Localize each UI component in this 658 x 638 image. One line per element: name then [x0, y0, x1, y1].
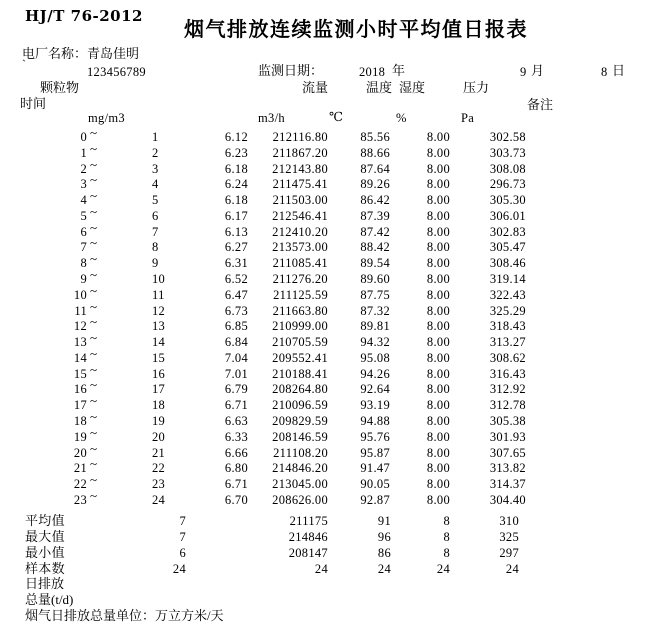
cell-particulate: 6.84: [224, 335, 248, 350]
cell-hour-end: 2: [152, 145, 159, 160]
table-row: [0, 409, 658, 429]
tilde-separator: ~: [90, 330, 98, 346]
footer-daily-emission-label: 日排放: [25, 576, 65, 591]
cell-humidity: 8.00: [426, 492, 450, 507]
cell-flow: 211663.80: [272, 303, 328, 318]
table-row: [0, 235, 658, 255]
cell-humidity: 8.00: [426, 272, 450, 287]
table-row: [0, 203, 658, 224]
cell-particulate: 6.18: [224, 193, 248, 208]
cell-flow: 208147: [288, 546, 328, 560]
cell-temperature: 86.42: [360, 193, 390, 208]
table-row: [0, 125, 658, 145]
cell-flow: 211085.41: [272, 256, 328, 271]
cell-temperature: 95.08: [360, 350, 390, 365]
cell-pressure: 306.01: [489, 208, 526, 223]
cell-flow: 208264.80: [272, 382, 328, 397]
cell-humidity: 8.00: [426, 319, 450, 334]
cell-hour-start: 10: [73, 287, 87, 302]
cell-flow: 212116.80: [272, 130, 328, 144]
footer-total-label: 总量(t/d): [25, 592, 74, 607]
cell-hour-end: 24: [152, 492, 166, 507]
cell-hour-end: 8: [152, 240, 159, 255]
cell-hour-start: 20: [73, 445, 87, 460]
cell-hour-end: 23: [152, 477, 166, 492]
tilde-separator: ~: [90, 456, 98, 472]
cell-hour-start: 5: [80, 208, 87, 223]
cell-temperature: 94.88: [360, 414, 390, 429]
cell-pressure: 305.30: [489, 193, 526, 208]
cell-humidity: 8.00: [426, 445, 450, 460]
tilde-separator: ~: [90, 487, 98, 503]
table-row: [0, 219, 658, 240]
cell-temperature: 87.42: [360, 224, 390, 239]
col-flow-label: 流量: [302, 80, 329, 95]
table-row: [0, 314, 658, 334]
cell-temperature: 89.60: [360, 272, 390, 287]
tilde-separator: ~: [90, 345, 98, 361]
cell-hour-start: 4: [80, 193, 87, 208]
cell-flow: 210705.59: [272, 335, 328, 350]
cell-particulate: 7: [179, 514, 186, 528]
table-row: [0, 472, 658, 492]
cell-pressure: 314.37: [489, 477, 526, 492]
table-row: [0, 377, 658, 397]
tilde-separator: ~: [90, 409, 98, 425]
unit-pressure: Pa: [461, 111, 475, 125]
cell-pressure: 308.46: [489, 256, 526, 271]
cell-hour-end: 7: [152, 224, 159, 239]
cell-temperature: 95.87: [360, 445, 390, 460]
cell-temperature: 87.64: [360, 161, 390, 176]
unit-flow: m3/h: [258, 111, 285, 125]
cell-flow: 211867.20: [272, 145, 328, 160]
cell-hour-end: 17: [152, 382, 166, 397]
cell-temperature: 91.47: [360, 461, 390, 476]
cell-pressure: 325: [499, 530, 519, 544]
tilde-separator: ~: [90, 203, 98, 219]
cell-particulate: 6.27: [224, 240, 248, 255]
cell-particulate: 6.71: [224, 398, 248, 413]
cell-hour-end: 11: [152, 287, 165, 302]
summary-label: 样本数: [25, 561, 65, 576]
cell-particulate: 6.33: [224, 429, 248, 444]
cell-pressure: 318.43: [489, 319, 526, 334]
cell-hour-start: 15: [73, 366, 87, 381]
cell-humidity: 8.00: [426, 208, 450, 223]
cell-particulate: 6.24: [224, 177, 248, 192]
cell-temperature: 94.32: [360, 335, 390, 350]
summary-row: [0, 545, 658, 561]
date-month: 9: [520, 65, 527, 79]
tilde-separator: ~: [90, 377, 98, 393]
cell-flow: 214846.20: [272, 461, 328, 476]
cell-humidity: 8.00: [426, 414, 450, 429]
cell-hour-start: 7: [80, 240, 87, 255]
cell-particulate: 6.18: [224, 161, 248, 176]
cell-particulate: 6: [179, 546, 186, 560]
cell-flow: 208626.00: [272, 492, 328, 507]
cell-pressure: 296.73: [489, 177, 526, 192]
cell-pressure: 305.38: [489, 414, 526, 429]
tilde-separator: ~: [90, 282, 98, 298]
cell-flow: 212410.20: [272, 224, 328, 239]
cell-flow: 209829.59: [272, 414, 328, 429]
tilde-separator: ~: [90, 140, 98, 156]
cell-particulate: 6.31: [224, 256, 248, 271]
cell-temperature: 89.81: [360, 319, 390, 334]
cell-particulate: 6.52: [224, 272, 248, 287]
cell-hour-start: 11: [74, 303, 87, 318]
cell-humidity: 8.00: [426, 350, 450, 365]
date-label: 监测日期：: [258, 63, 324, 78]
cell-temperature: 89.26: [360, 177, 390, 192]
cell-particulate: 7.04: [224, 350, 248, 365]
unit-humidity: %: [396, 111, 407, 125]
cell-temperature: 91: [377, 514, 391, 528]
cell-humidity: 8.00: [426, 287, 450, 302]
cell-temperature: 86: [377, 546, 391, 560]
cell-pressure: 308.62: [489, 350, 526, 365]
cell-temperature: 92.87: [360, 492, 390, 507]
cell-hour-start: 19: [73, 429, 87, 444]
cell-particulate: 24: [172, 562, 186, 576]
cell-flow: 24: [314, 562, 328, 576]
cell-humidity: 8.00: [426, 303, 450, 318]
cell-humidity: 8.00: [426, 145, 450, 160]
table-row: [0, 330, 658, 350]
cell-hour-start: 16: [73, 382, 87, 397]
table-row: [0, 282, 658, 303]
cell-temperature: 88.66: [360, 145, 390, 160]
cell-pressure: 313.27: [489, 335, 526, 350]
cell-pressure: 24: [505, 562, 519, 576]
cell-humidity: 8.00: [426, 130, 450, 144]
cell-hour-end: 19: [152, 414, 166, 429]
report-title: 烟气排放连续监测小时平均值日报表: [184, 19, 528, 41]
cell-humidity: 8.00: [426, 224, 450, 239]
cell-temperature: 87.39: [360, 208, 390, 223]
cell-hour-end: 6: [152, 208, 159, 223]
table-row: [0, 440, 658, 461]
date-day: 8: [601, 65, 608, 79]
plant-name-label: 电厂名称：: [22, 46, 88, 61]
cell-hour-start: 1: [80, 145, 87, 160]
cell-hour-start: 22: [73, 477, 87, 492]
tilde-separator: ~: [90, 267, 98, 283]
cell-hour-end: 13: [152, 319, 166, 334]
cell-humidity: 8.00: [426, 240, 450, 255]
cell-temperature: 24: [377, 562, 391, 576]
cell-pressure: 316.43: [489, 366, 526, 381]
plant-name-line: [22, 47, 139, 62]
cell-flow: 209552.41: [272, 350, 328, 365]
cell-hour-start: 18: [73, 414, 87, 429]
tilde-separator: ~: [90, 424, 98, 440]
date-year: 2018: [359, 65, 386, 79]
cell-flow: 213045.00: [272, 477, 328, 492]
cell-humidity: 8.00: [426, 366, 450, 381]
cell-hour-end: 20: [152, 429, 166, 444]
unit-particulate: mg/m3: [88, 111, 125, 125]
tick-mark: `: [22, 57, 26, 71]
cell-temperature: 95.76: [360, 429, 390, 444]
tilde-separator: ~: [90, 393, 98, 409]
cell-temperature: 87.75: [360, 287, 390, 302]
table-row: [0, 456, 658, 476]
cell-hour-end: 16: [152, 366, 166, 381]
cell-hour-end: 1: [152, 130, 159, 144]
table-row: [0, 251, 658, 271]
cell-hour-end: 18: [152, 398, 166, 413]
cell-temperature: 87.32: [360, 303, 390, 318]
tilde-separator: ~: [90, 251, 98, 267]
cell-temperature: 94.26: [360, 366, 390, 381]
cell-temperature: 85.56: [360, 130, 390, 144]
summary-row: [0, 529, 658, 545]
cell-humidity: 8.00: [426, 477, 450, 492]
tilde-separator: ~: [90, 472, 98, 488]
table-row: [0, 188, 658, 208]
cell-particulate: 6.79: [224, 382, 248, 397]
tilde-separator: ~: [90, 188, 98, 204]
cell-particulate: 6.71: [224, 477, 248, 492]
cell-particulate: 6.70: [224, 492, 248, 507]
tilde-separator: ~: [90, 298, 98, 314]
cell-pressure: 325.29: [489, 303, 526, 318]
cell-hour-start: 8: [80, 256, 87, 271]
cell-particulate: 6.13: [224, 224, 248, 239]
col-time-label: 时间: [20, 96, 47, 111]
cell-temperature: 93.19: [360, 398, 390, 413]
cell-hour-start: 12: [73, 319, 87, 334]
tilde-separator: ~: [90, 314, 98, 330]
table-row: [0, 172, 658, 192]
cell-humidity: 8.00: [426, 398, 450, 413]
table-row: [0, 156, 658, 177]
cell-humidity: 8.00: [426, 429, 450, 444]
cell-flow: 212143.80: [272, 161, 328, 176]
cell-humidity: 8.00: [426, 161, 450, 176]
cell-flow: 210188.41: [272, 366, 328, 381]
cell-hour-end: 15: [152, 350, 166, 365]
tilde-separator: ~: [90, 156, 98, 172]
cell-pressure: 297: [499, 546, 519, 560]
cell-hour-end: 10: [152, 272, 166, 287]
plant-code: 123456789: [87, 65, 146, 79]
summary-row: [0, 513, 658, 529]
cell-hour-start: 13: [73, 335, 87, 350]
cell-humidity: 8.00: [426, 256, 450, 271]
cell-temperature: 88.42: [360, 240, 390, 255]
cell-flow: 210096.59: [272, 398, 328, 413]
cell-pressure: 322.43: [489, 287, 526, 302]
cell-pressure: 303.73: [489, 145, 526, 160]
cell-particulate: 7: [179, 530, 186, 544]
cell-hour-end: 5: [152, 193, 159, 208]
cell-particulate: 6.23: [224, 145, 248, 160]
col-temperature-label: 温度: [366, 80, 393, 95]
cell-hour-start: 21: [73, 461, 87, 476]
table-row: [0, 267, 658, 287]
cell-pressure: 312.92: [489, 382, 526, 397]
table-row: [0, 140, 658, 161]
cell-particulate: 6.47: [224, 287, 248, 302]
cell-hour-start: 6: [80, 224, 87, 239]
cell-hour-start: 23: [73, 492, 87, 507]
cell-humidity: 24: [436, 562, 450, 576]
table-row: [0, 393, 658, 413]
cell-flow: 211475.41: [272, 177, 328, 192]
cell-flow: 214846: [288, 530, 328, 544]
cell-pressure: 304.40: [489, 492, 526, 507]
cell-pressure: 313.82: [489, 461, 526, 476]
cell-flow: 211108.20: [273, 445, 328, 460]
summary-label: 最大值: [25, 529, 65, 544]
year-suffix: 年: [392, 63, 406, 78]
cell-pressure: 302.58: [489, 130, 526, 144]
tilde-separator: ~: [90, 361, 98, 377]
cell-hour-end: 21: [152, 445, 166, 460]
cell-flow: 211276.20: [272, 272, 328, 287]
cell-humidity: 8.00: [426, 461, 450, 476]
tilde-separator: ~: [90, 235, 98, 251]
cell-particulate: 6.80: [224, 461, 248, 476]
summary-row: [0, 561, 658, 577]
cell-pressure: 310: [499, 514, 519, 528]
cell-hour-end: 4: [152, 177, 159, 192]
cell-flow: 213573.00: [272, 240, 328, 255]
cell-pressure: 308.08: [489, 161, 526, 176]
cell-hour-start: 9: [80, 272, 87, 287]
cell-humidity: 8.00: [426, 193, 450, 208]
plant-name-value: 青岛佳明: [87, 46, 140, 61]
cell-particulate: 6.12: [224, 130, 248, 144]
tilde-separator: ~: [90, 440, 98, 456]
cell-temperature: 90.05: [360, 477, 390, 492]
col-particulate-label: 颗粒物: [40, 80, 80, 95]
cell-flow: 211175: [289, 514, 328, 528]
cell-flow: 210999.00: [272, 319, 328, 334]
table-row: [0, 424, 658, 445]
col-humidity-label: 湿度: [399, 80, 426, 95]
cell-hour-end: 9: [152, 256, 159, 271]
cell-humidity: 8: [443, 514, 450, 528]
cell-temperature: 96: [377, 530, 391, 544]
cell-humidity: 8.00: [426, 177, 450, 192]
tilde-separator: ~: [90, 219, 98, 235]
cell-flow: 211125.59: [273, 287, 328, 302]
cell-pressure: 305.47: [489, 240, 526, 255]
col-remark-label: 备注: [527, 97, 554, 112]
cell-particulate: 6.17: [224, 208, 248, 223]
summary-label: 最小值: [25, 545, 65, 560]
footer-unit-note: 烟气日排放总量单位：万立方米/天: [25, 608, 224, 623]
cell-temperature: 92.64: [360, 382, 390, 397]
cell-flow: 211503.00: [272, 193, 328, 208]
cell-humidity: 8: [443, 530, 450, 544]
col-pressure-label: 压力: [463, 80, 490, 95]
month-suffix: 月: [531, 63, 545, 78]
tilde-separator: ~: [90, 125, 98, 140]
cell-flow: 208146.59: [272, 429, 328, 444]
tilde-separator: ~: [90, 172, 98, 188]
cell-hour-end: 14: [152, 335, 166, 350]
cell-particulate: 7.01: [224, 366, 248, 381]
cell-humidity: 8.00: [426, 382, 450, 397]
cell-particulate: 6.85: [224, 319, 248, 334]
cell-hour-start: 2: [80, 161, 87, 176]
cell-hour-end: 3: [152, 161, 159, 176]
unit-temperature: ℃: [329, 110, 344, 124]
cell-humidity: 8.00: [426, 335, 450, 350]
table-row: [0, 361, 658, 382]
standard-code: HJ/T 76-2012: [25, 7, 143, 25]
cell-flow: 212546.41: [272, 208, 328, 223]
cell-hour-end: 12: [152, 303, 166, 318]
cell-pressure: 312.78: [489, 398, 526, 413]
table-row: [0, 345, 658, 366]
cell-hour-start: 0: [80, 130, 87, 144]
cell-hour-start: 3: [80, 177, 87, 192]
cell-pressure: 301.93: [489, 429, 526, 444]
cell-hour-start: 17: [73, 398, 87, 413]
cell-temperature: 89.54: [360, 256, 390, 271]
cell-particulate: 6.73: [224, 303, 248, 318]
cell-particulate: 6.66: [224, 445, 248, 460]
cell-particulate: 6.63: [224, 414, 248, 429]
table-row: [0, 487, 658, 508]
day-suffix: 日: [612, 63, 626, 78]
cell-pressure: 307.65: [489, 445, 526, 460]
cell-pressure: 302.83: [489, 224, 526, 239]
cell-hour-end: 22: [152, 461, 166, 476]
table-row: [0, 298, 658, 319]
cell-hour-start: 14: [73, 350, 87, 365]
cell-humidity: 8: [443, 546, 450, 560]
summary-label: 平均值: [25, 513, 65, 528]
cell-pressure: 319.14: [489, 272, 526, 287]
